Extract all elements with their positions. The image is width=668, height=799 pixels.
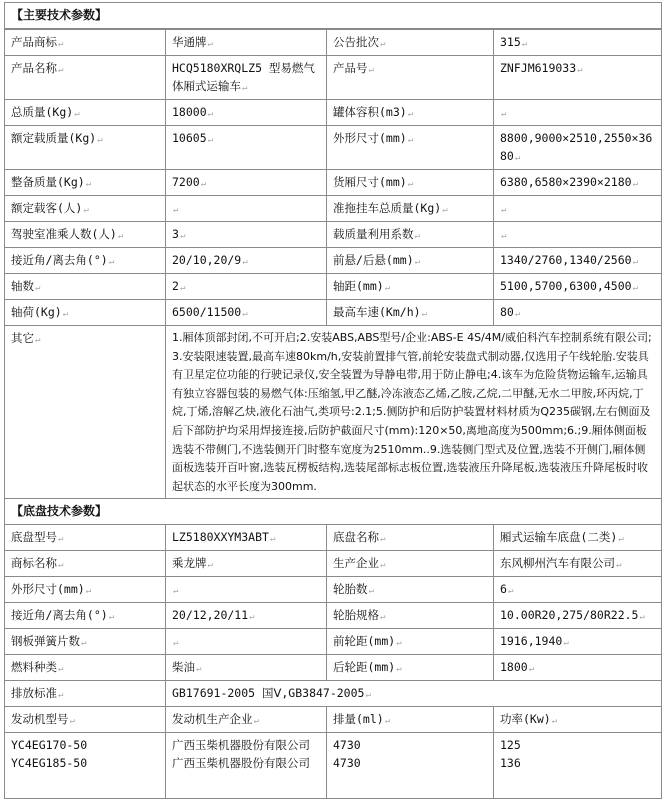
engine-displacement: 4730 <box>333 756 361 771</box>
main-param-row <box>5 30 662 56</box>
emission-value: GB17691-2005 国Ⅴ,GB3847-2005↵ <box>166 681 662 707</box>
param-value: 华通牌↵ <box>166 30 327 56</box>
chassis-param-row <box>5 525 662 551</box>
param-label: 准拖挂车总质量(Kg)↵ <box>327 196 494 222</box>
chassis-param-row <box>5 629 662 655</box>
param-label: 轮胎数↵ <box>327 577 494 603</box>
main-param-row <box>5 56 662 100</box>
param-value: 10.00R20,275/80R22.5↵ <box>494 603 662 629</box>
main-param-row <box>5 170 662 196</box>
param-value: 东风柳州汽车有限公司↵ <box>494 551 662 577</box>
main-param-row <box>5 126 662 170</box>
engine-header-model: 发动机型号↵ <box>5 707 166 733</box>
main-section-header <box>5 3 662 29</box>
param-label: 公告批次↵ <box>327 30 494 56</box>
engine-header-power: 功率(Kw)↵ <box>494 707 662 733</box>
engine-header-row <box>5 707 662 733</box>
param-value: 6↵ <box>494 577 662 603</box>
param-label: 整备质量(Kg)↵ <box>5 170 166 196</box>
param-value: ↵ <box>166 629 327 655</box>
param-label: 商标名称↵ <box>5 551 166 577</box>
param-label: 额定载客(人)↵ <box>5 196 166 222</box>
other-row <box>5 326 662 499</box>
main-params-body <box>5 30 662 326</box>
param-label: 额定载质量(Kg)↵ <box>5 126 166 170</box>
engine-maker: 广西玉柴机器股份有限公司 <box>172 756 310 771</box>
emission-row <box>5 681 662 707</box>
param-label: 产品号↵ <box>327 56 494 100</box>
param-label: 前悬/后悬(mm)↵ <box>327 248 494 274</box>
main-param-row <box>5 196 662 222</box>
other-label: 其它↵ <box>5 326 166 499</box>
param-label: 轮胎规格↵ <box>327 603 494 629</box>
param-label: 最高车速(Km/h)↵ <box>327 300 494 326</box>
param-label: 轴数↵ <box>5 274 166 300</box>
chassis-section-header <box>5 499 662 525</box>
engine-powers-cell <box>494 733 662 799</box>
param-value: 1800↵ <box>494 655 662 681</box>
param-value: ↵ <box>494 196 662 222</box>
param-label: 轴荷(Kg)↵ <box>5 300 166 326</box>
param-label: 生产企业↵ <box>327 551 494 577</box>
engine-power: 136 <box>500 756 521 771</box>
param-value: 315↵ <box>494 30 662 56</box>
engine-power: 125 <box>500 738 521 753</box>
param-value: ↵ <box>166 577 327 603</box>
engine-model: YC4EG170-50 <box>11 738 88 753</box>
param-value: 8800,9000×2510,2550×3680↵ <box>494 126 662 170</box>
param-label: 外形尺寸(mm)↵ <box>327 126 494 170</box>
engine-displacements-cell <box>327 733 494 799</box>
param-value: LZ5180XXYM3ABT↵ <box>166 525 327 551</box>
engine-header-maker: 发动机生产企业↵ <box>166 707 327 733</box>
engine-header-displacement: 排量(ml)↵ <box>327 707 494 733</box>
param-label: 钢板弹簧片数↵ <box>5 629 166 655</box>
param-value: 3↵ <box>166 222 327 248</box>
param-value: 80↵ <box>494 300 662 326</box>
engine-displacement: 4730 <box>333 738 361 753</box>
param-value: 7200↵ <box>166 170 327 196</box>
param-value: 柴油↵ <box>166 655 327 681</box>
param-label: 载质量利用系数↵ <box>327 222 494 248</box>
param-label: 底盘名称↵ <box>327 525 494 551</box>
param-value: 6500/11500↵ <box>166 300 327 326</box>
param-value: HCQ5180XRQLZ5 型易燃气体厢式运输车↵ <box>166 56 327 100</box>
param-value: 20/12,20/11↵ <box>166 603 327 629</box>
other-text: 1.厢体顶部封闭,不可开启;2.安装ABS,ABS型号/企业:ABS-E 4S/4M/威伯科汽车控制系统有限公司;3.安装限速装置,最高车速80km/h,安装前置排气管,前轮安装盘式制动器,仅选用子午线轮胎.安装具有卫星定位功能的行驶记录仪,安全装置为导静电带,用于防止静电;4.该车为危险货物运输车,运输具有独立容器包装的易燃气体:压缩氢,甲乙醚,冷冻液态乙烯,乙胺,乙烷,二甲醚,无水二甲胺,环丙烷,丁烷,丁烯,溶解乙炔,液化石油气,类项号:2.1;5.侧防护和后防护装置材料材质为Q235碳钢,左右侧面及后下部防护均采用焊接连接,后防护截面尺寸(mm):120×50,离地高度为500mm;6.;9.厢体侧面板选装不带侧门,不选装侧开门时整车宽度为2510mm..9.选装侧门型式及位置,选装不开侧门,厢体侧面板选装开百叶窗,选装瓦楞板结构,选装尾部标志板位置,选装液压升降尾板,选装液压升降尾板时收起状态的水平长度为300mm. <box>166 326 662 499</box>
main-params-table <box>4 29 662 799</box>
chassis-param-row <box>5 577 662 603</box>
param-value: 1916,1940↵ <box>494 629 662 655</box>
engine-data-row <box>5 733 662 799</box>
main-param-row <box>5 274 662 300</box>
param-label: 燃料种类↵ <box>5 655 166 681</box>
param-label: 产品名称↵ <box>5 56 166 100</box>
param-label: 前轮距(mm)↵ <box>327 629 494 655</box>
param-value: ↵ <box>494 100 662 126</box>
param-value: ↵ <box>166 196 327 222</box>
param-value: 18000↵ <box>166 100 327 126</box>
param-label: 罐体容积(m3)↵ <box>327 100 494 126</box>
param-value: ZNFJM619033↵ <box>494 56 662 100</box>
main-param-row <box>5 300 662 326</box>
main-param-row <box>5 222 662 248</box>
param-label: 接近角/离去角(°)↵ <box>5 603 166 629</box>
main-param-row <box>5 100 662 126</box>
chassis-param-row <box>5 603 662 629</box>
param-value: 1340/2760,1340/2560↵ <box>494 248 662 274</box>
param-value: 厢式运输车底盘(二类)↵ <box>494 525 662 551</box>
chassis-params-body <box>5 525 662 681</box>
engine-maker: 广西玉柴机器股份有限公司 <box>172 738 310 753</box>
param-label: 接近角/离去角(°)↵ <box>5 248 166 274</box>
param-label: 底盘型号↵ <box>5 525 166 551</box>
param-value: 6380,6580×2390×2180↵ <box>494 170 662 196</box>
chassis-param-row <box>5 551 662 577</box>
param-value: 20/10,20/9↵ <box>166 248 327 274</box>
chassis-param-row <box>5 655 662 681</box>
param-label: 驾驶室准乘人数(人)↵ <box>5 222 166 248</box>
engine-model: YC4EG185-50 <box>11 756 88 771</box>
param-value: 5100,5700,6300,4500↵ <box>494 274 662 300</box>
param-label: 货厢尺寸(mm)↵ <box>327 170 494 196</box>
emission-label: 排放标准↵ <box>5 681 166 707</box>
engine-models-cell <box>5 733 166 799</box>
main-section-title: 【主要技术参数】 <box>5 3 662 29</box>
param-label: 后轮距(mm)↵ <box>327 655 494 681</box>
param-label: 总质量(Kg)↵ <box>5 100 166 126</box>
spec-table <box>4 2 662 29</box>
chassis-section-title: 【底盘技术参数】 <box>5 499 662 525</box>
param-label: 外形尺寸(mm)↵ <box>5 577 166 603</box>
param-label: 产品商标↵ <box>5 30 166 56</box>
param-label: 轴距(mm)↵ <box>327 274 494 300</box>
param-value: 乘龙牌↵ <box>166 551 327 577</box>
param-value: 2↵ <box>166 274 327 300</box>
main-param-row <box>5 248 662 274</box>
param-value: ↵ <box>494 222 662 248</box>
param-value: 10605↵ <box>166 126 327 170</box>
engine-makers-cell <box>166 733 327 799</box>
